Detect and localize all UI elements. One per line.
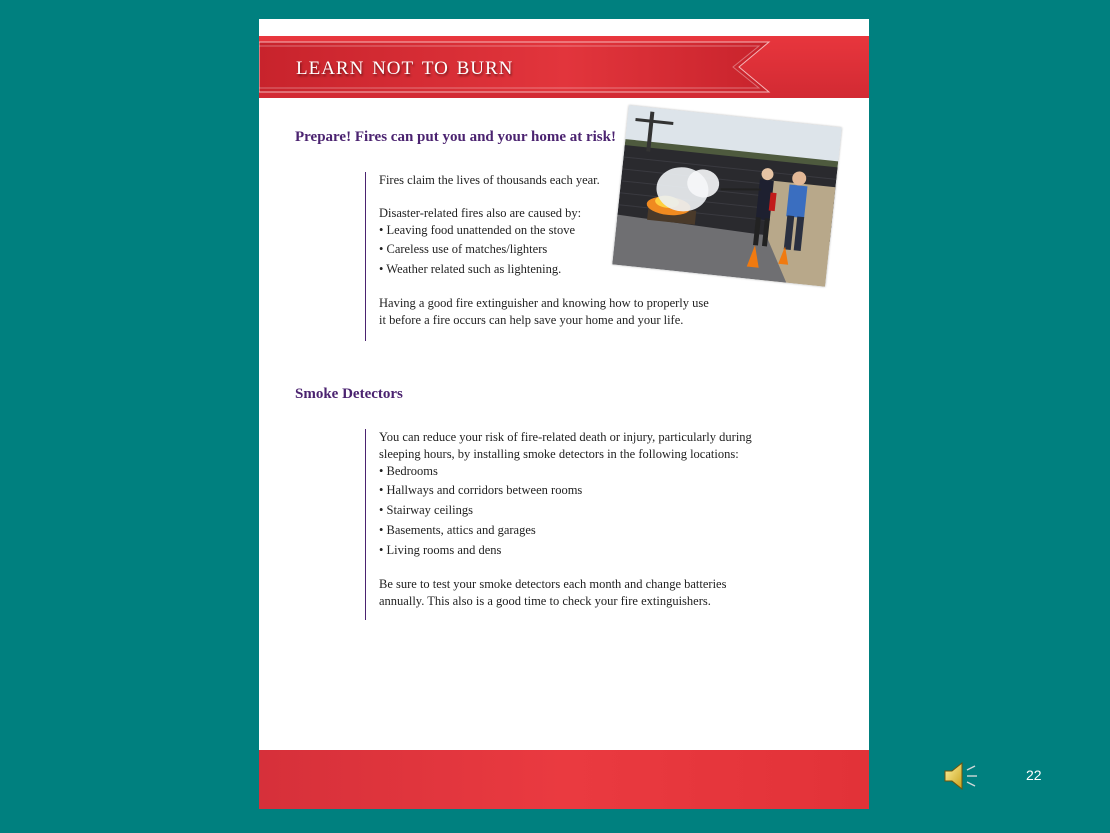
body-text: annually. This also is a good time to check your fire extinguishers. [379,594,711,608]
body-text: Having a good fire extinguisher and knowing how to properly use [379,296,709,310]
list-item: • Weather related such as lightening. [379,262,562,276]
banner-title: learn not to burn [296,50,514,80]
list-item: • Leaving food unattended on the stove [379,223,575,237]
list-item: • Basements, attics and garages [379,523,536,537]
list-item: • Stairway ceilings [379,503,473,517]
speaker-icon[interactable] [943,760,979,792]
fire-extinguisher-photo [612,105,842,286]
body-text: sleeping hours, by installing smoke detectors in the following locations: [379,447,739,461]
footer-band [259,750,869,809]
body-text: You can reduce your risk of fire-related death or injury, particularly during [379,430,752,444]
document-page [259,19,869,809]
list-item: • Careless use of matches/lighters [379,242,548,256]
list-item: • Living rooms and dens [379,543,502,557]
list-item: • Hallways and corridors between rooms [379,483,583,497]
slide-number: 22 [1026,767,1042,783]
section-heading-smoke-detectors: Smoke Detectors [295,386,403,402]
body-text: Disaster-related fires also are caused by: [379,206,582,220]
section-body-smoke-detectors [365,429,809,620]
body-text: it before a fire occurs can help save your home and your life. [379,313,684,327]
body-text: Be sure to test your smoke detectors each month and change batteries [379,577,727,591]
list-item: • Bedrooms [379,464,438,478]
section-heading-prepare: Prepare! Fires can put you and your home at risk! [295,129,616,145]
body-text: Fires claim the lives of thousands each year. [379,173,600,187]
